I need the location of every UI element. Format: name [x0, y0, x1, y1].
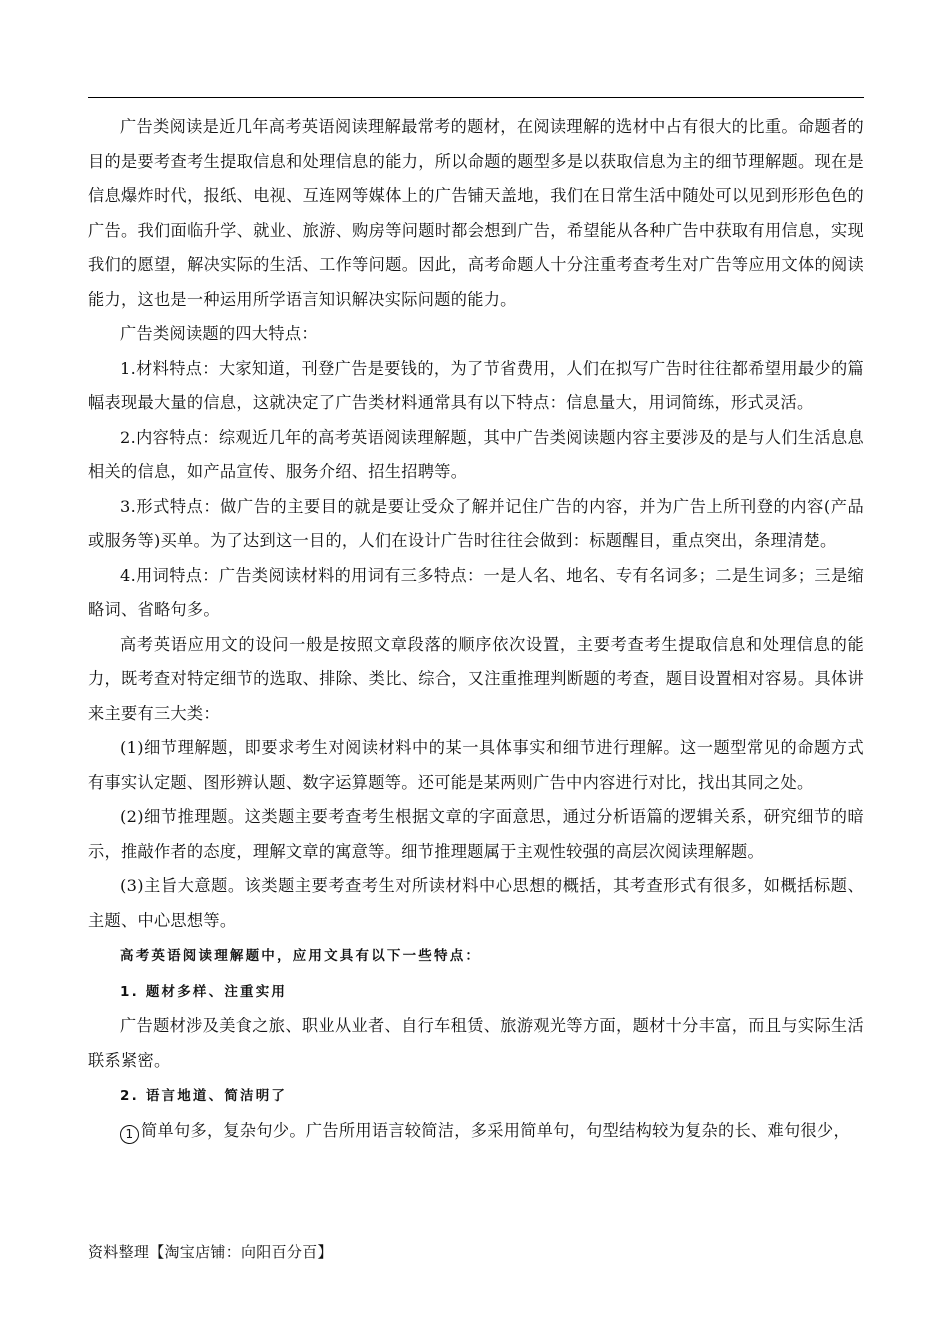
section-heading: 高考英语阅读理解题中，应用文具有以下一些特点： [120, 948, 482, 964]
question-type-inference: (2)细节推理题。这类题主要考查考生根据文章的字面意思，通过分析语篇的逻辑关系，研究细节的暗示，推敲作者的态度，理解文章的寓意等。细节推理题属于主观性较强的高层次阅读理解题。 [88, 807, 864, 861]
feature-form: 3.形式特点：做广告的主要目的就是要让受众了解并记住广告的内容，并为广告上所刊登的内容(产品或服务等)买单。为了达到这一目的，人们在设计广告时往往会做到：标题醒目，重点突出，条理清楚。 [88, 496, 864, 550]
point-1-text: 广告题材涉及美食之旅、职业从业者、自行车租赁、旅游观光等方面，题材十分丰富，而且与实际生活联系紧密。 [88, 1016, 864, 1070]
question-types-intro: 高考英语应用文的设问一般是按照文章段落的顺序依次设置，主要考查考生提取信息和处理信息的能力，既考查对特定细节的选取、排除、类比、综合，又注重推理判断题的考查，题目设置相对容易。具体讲来主要有三大类： [88, 634, 864, 723]
document-body [88, 110, 864, 1148]
footer-note: 资料整理【淘宝店铺：向阳百分百】 [88, 1243, 333, 1261]
intro-paragraph: 广告类阅读是近几年高考英语阅读理解最常考的题材，在阅读理解的选材中占有很大的比重。命题者的目的是要考查考生提取信息和处理信息的能力，所以命题的题型多是以获取信息为主的细节理解题。现在是信息爆炸时代，报纸、电视、互连网等媒体上的广告铺天盖地，我们在日常生活中随处可以见到形形色色的广告。我们面临升学、就业、旅游、购房等问题时都会想到广告，希望能从各种广告中获取有用信息，实现我们的愿望，解决实际的生活、工作等问题。因此，高考命题人十分注重考查考生对广告等应用文体的阅读能力，这也是一种运用所学语言知识解决实际问题的能力。 [88, 117, 864, 309]
feature-content: 2.内容特点：综观近几年的高考英语阅读理解题，其中广告类阅读题内容主要涉及的是与人们生活息息相关的信息，如产品宣传、服务介绍、招生招聘等。 [88, 427, 864, 481]
point-1-title: 1. 题材多样、注重实用 [120, 983, 288, 1000]
feature-wording: 4.用词特点：广告类阅读材料的用词有三多特点：一是人名、地名、专有名词多；二是生词多；三是缩略词、省略句多。 [88, 565, 864, 619]
point-2-text: 1 简单句多，复杂句少。广告所用语言较简洁，多采用简单句，句型结构较为复杂的长、难句很少， [88, 1114, 864, 1149]
question-type-detail: (1)细节理解题，即要求考生对阅读材料中的某一具体事实和细节进行理解。这一题型常见的命题方式有事实认定题、图形辨认题、数字运算题等。还可能是某两则广告中内容进行对比，找出其同之处。 [88, 738, 864, 792]
header-rule [88, 97, 864, 98]
question-type-main-idea: (3)主旨大意题。该类题主要考查考生对所读材料中心思想的概括，其考查形式有很多，如概括标题、主题、中心思想等。 [88, 876, 864, 930]
circled-number-one-icon: 1 [120, 1125, 139, 1144]
features-heading: 广告类阅读题的四大特点： [120, 324, 318, 343]
feature-material: 1.材料特点：大家知道，刊登广告是要钱的，为了节省费用，人们在拟写广告时往往都希望用最少的篇幅表现最大量的信息，这就决定了广告类材料通常具有以下特点：信息量大，用词简练，形式灵活。 [88, 358, 864, 412]
point-2-title: 2. 语言地道、简洁明了 [120, 1088, 288, 1104]
